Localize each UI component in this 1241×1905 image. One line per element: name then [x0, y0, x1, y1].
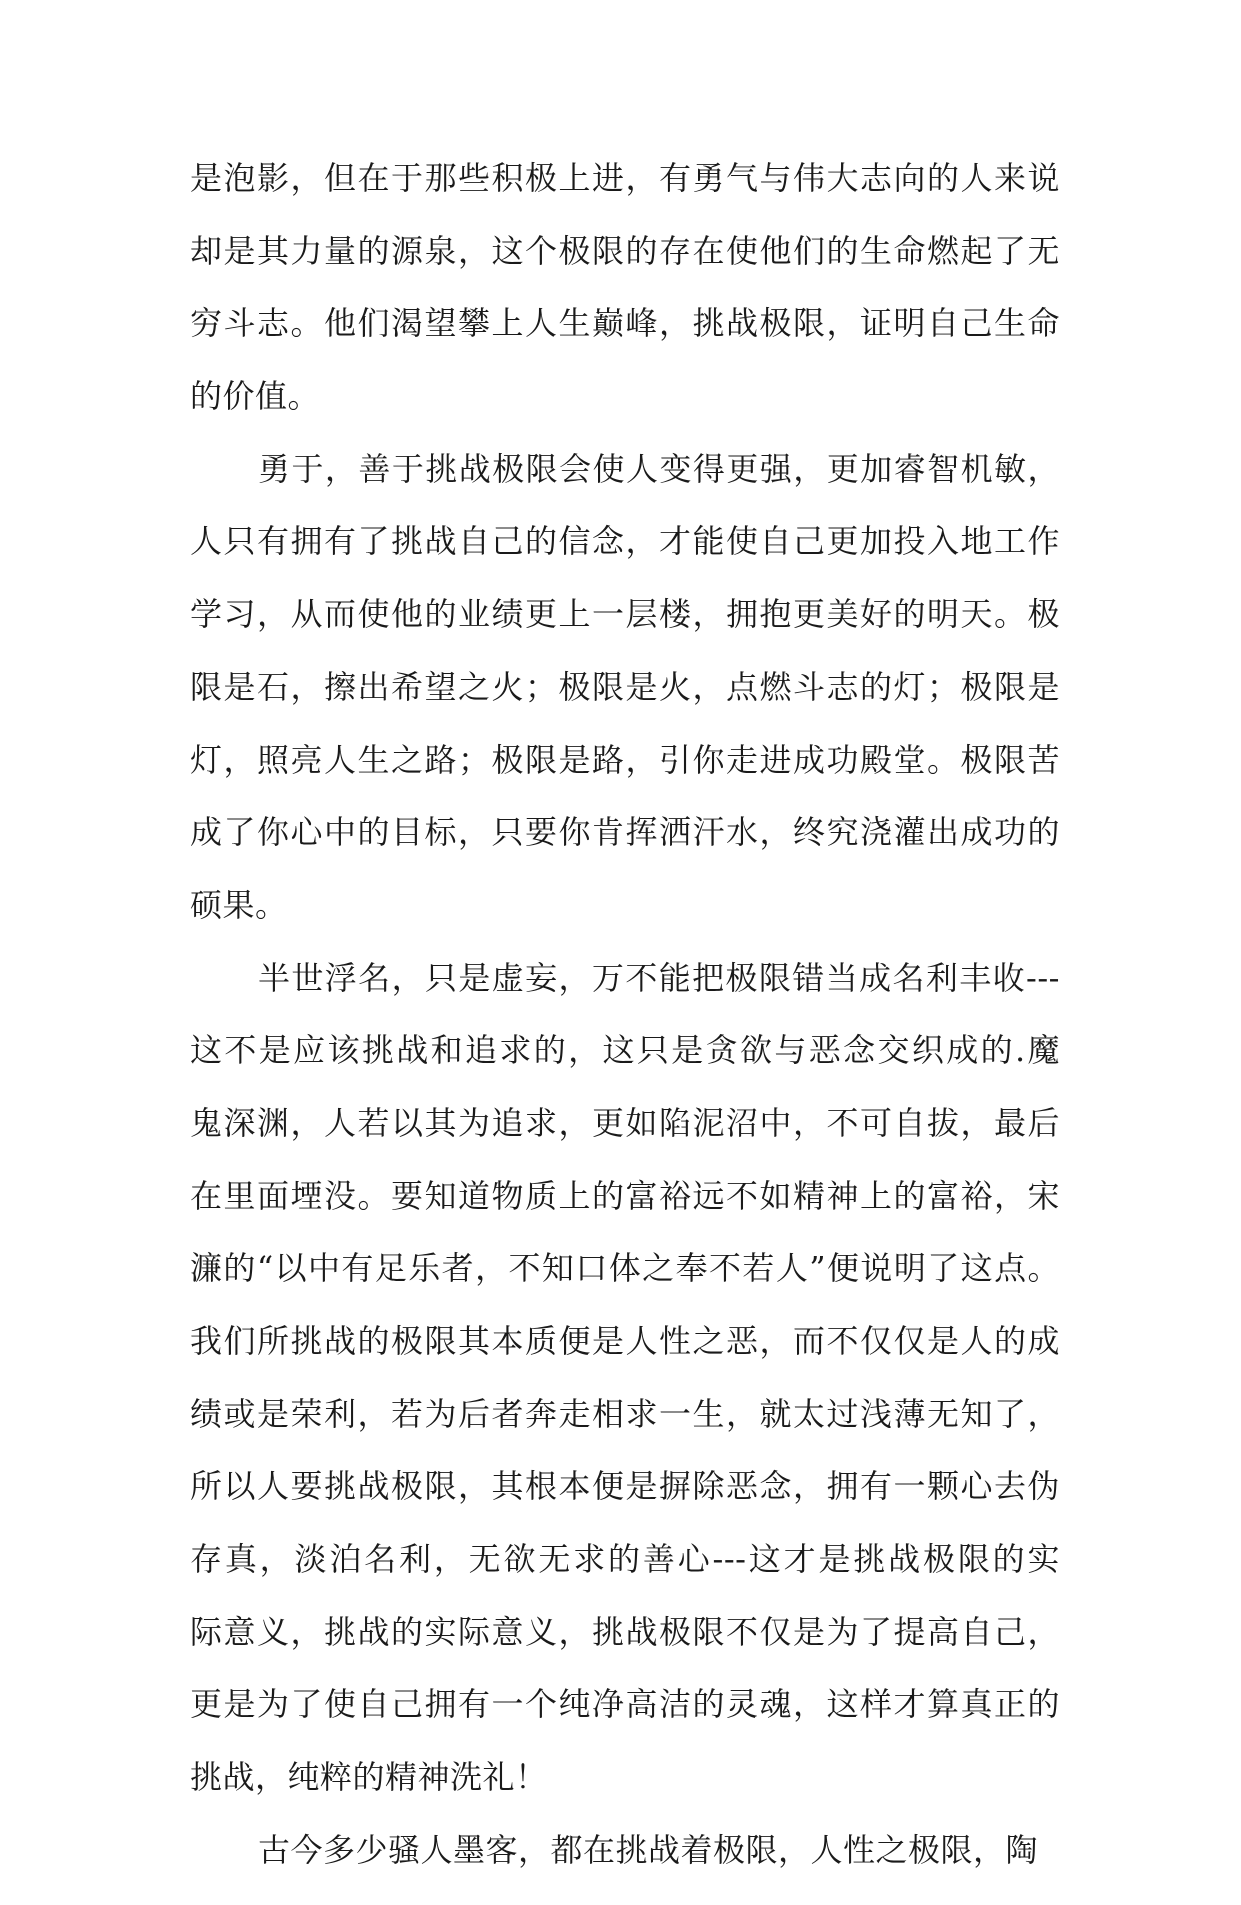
text-line-18: 绩或是荣利，若为后者奔走相求一生，就太过浅薄无知了，	[190, 1394, 1060, 1433]
text-line-5: 勇于，善于挑战极限会使人变得更强，更加睿智机敏，	[258, 449, 1060, 488]
text-line-17: 我们所挑战的极限其本质便是人性之恶，而不仅仅是人的成	[190, 1322, 1060, 1360]
text-line-9: 灯，照亮人生之路；极限是路，引你走进成功殿堂。极限苦	[190, 740, 1060, 779]
text-line-3: 穷斗志。他们渴望攀上人生巅峰，挑战极限，证明自己生命	[190, 304, 1060, 343]
text-line-15: 在里面堙没。要知道物质上的富裕远不如精神上的富裕，宋	[190, 1176, 1060, 1215]
text-line-13: 这不是应该挑战和追求的，这只是贪欲与恶念交织成的.魔	[190, 1031, 1060, 1070]
document-page	[190, 160, 1060, 1905]
text-line-14: 鬼深渊，人若以其为追求，更如陷泥沼中，不可自拔，最后	[190, 1103, 1060, 1142]
text-line-19: 所以人要挑战极限，其根本便是摒除恶念，拥有一颗心去伪	[190, 1467, 1060, 1506]
text-line-6: 人只有拥有了挑战自己的信念，才能使自己更加投入地工作	[190, 522, 1060, 561]
text-line-20: 存真，淡泊名利，无欲无求的善心---这才是挑战极限的实	[190, 1540, 1060, 1579]
text-line-10: 成了你心中的目标，只要你肯挥洒汗水，终究浇灌出成功的	[190, 813, 1060, 852]
text-line-11: 硕果。	[190, 885, 288, 924]
text-line-23: 挑战，纯粹的精神洗礼！	[190, 1758, 548, 1797]
text-line-21: 际意义，挑战的实际意义，挑战极限不仅是为了提高自己，	[190, 1612, 1060, 1651]
text-line-2: 却是其力量的源泉，这个极限的存在使他们的生命燃起了无	[190, 231, 1060, 270]
text-line-8: 限是石，擦出希望之火；极限是火，点燃斗志的灯；极限是	[190, 667, 1060, 706]
text-line-4: 的价值。	[190, 377, 321, 416]
text-line-7: 学习，从而使他的业绩更上一层楼，拥抱更美好的明天。极	[190, 595, 1060, 634]
text-line-1: 是泡影，但在于那些积极上进，有勇气与伟大志向的人来说	[190, 159, 1060, 197]
text-line-24: 古今多少骚人墨客，都在挑战着极限，人性之极限，陶	[258, 1830, 1039, 1869]
text-line-22: 更是为了使自己拥有一个纯净高洁的灵魂，这样才算真正的	[190, 1685, 1060, 1724]
text-line-12: 半世浮名，只是虚妄，万不能把极限错当成名利丰收---	[258, 958, 1060, 997]
text-line-16: 濂的“以中有足乐者，不知口体之奉不若人”便说明了这点。	[190, 1249, 1060, 1288]
